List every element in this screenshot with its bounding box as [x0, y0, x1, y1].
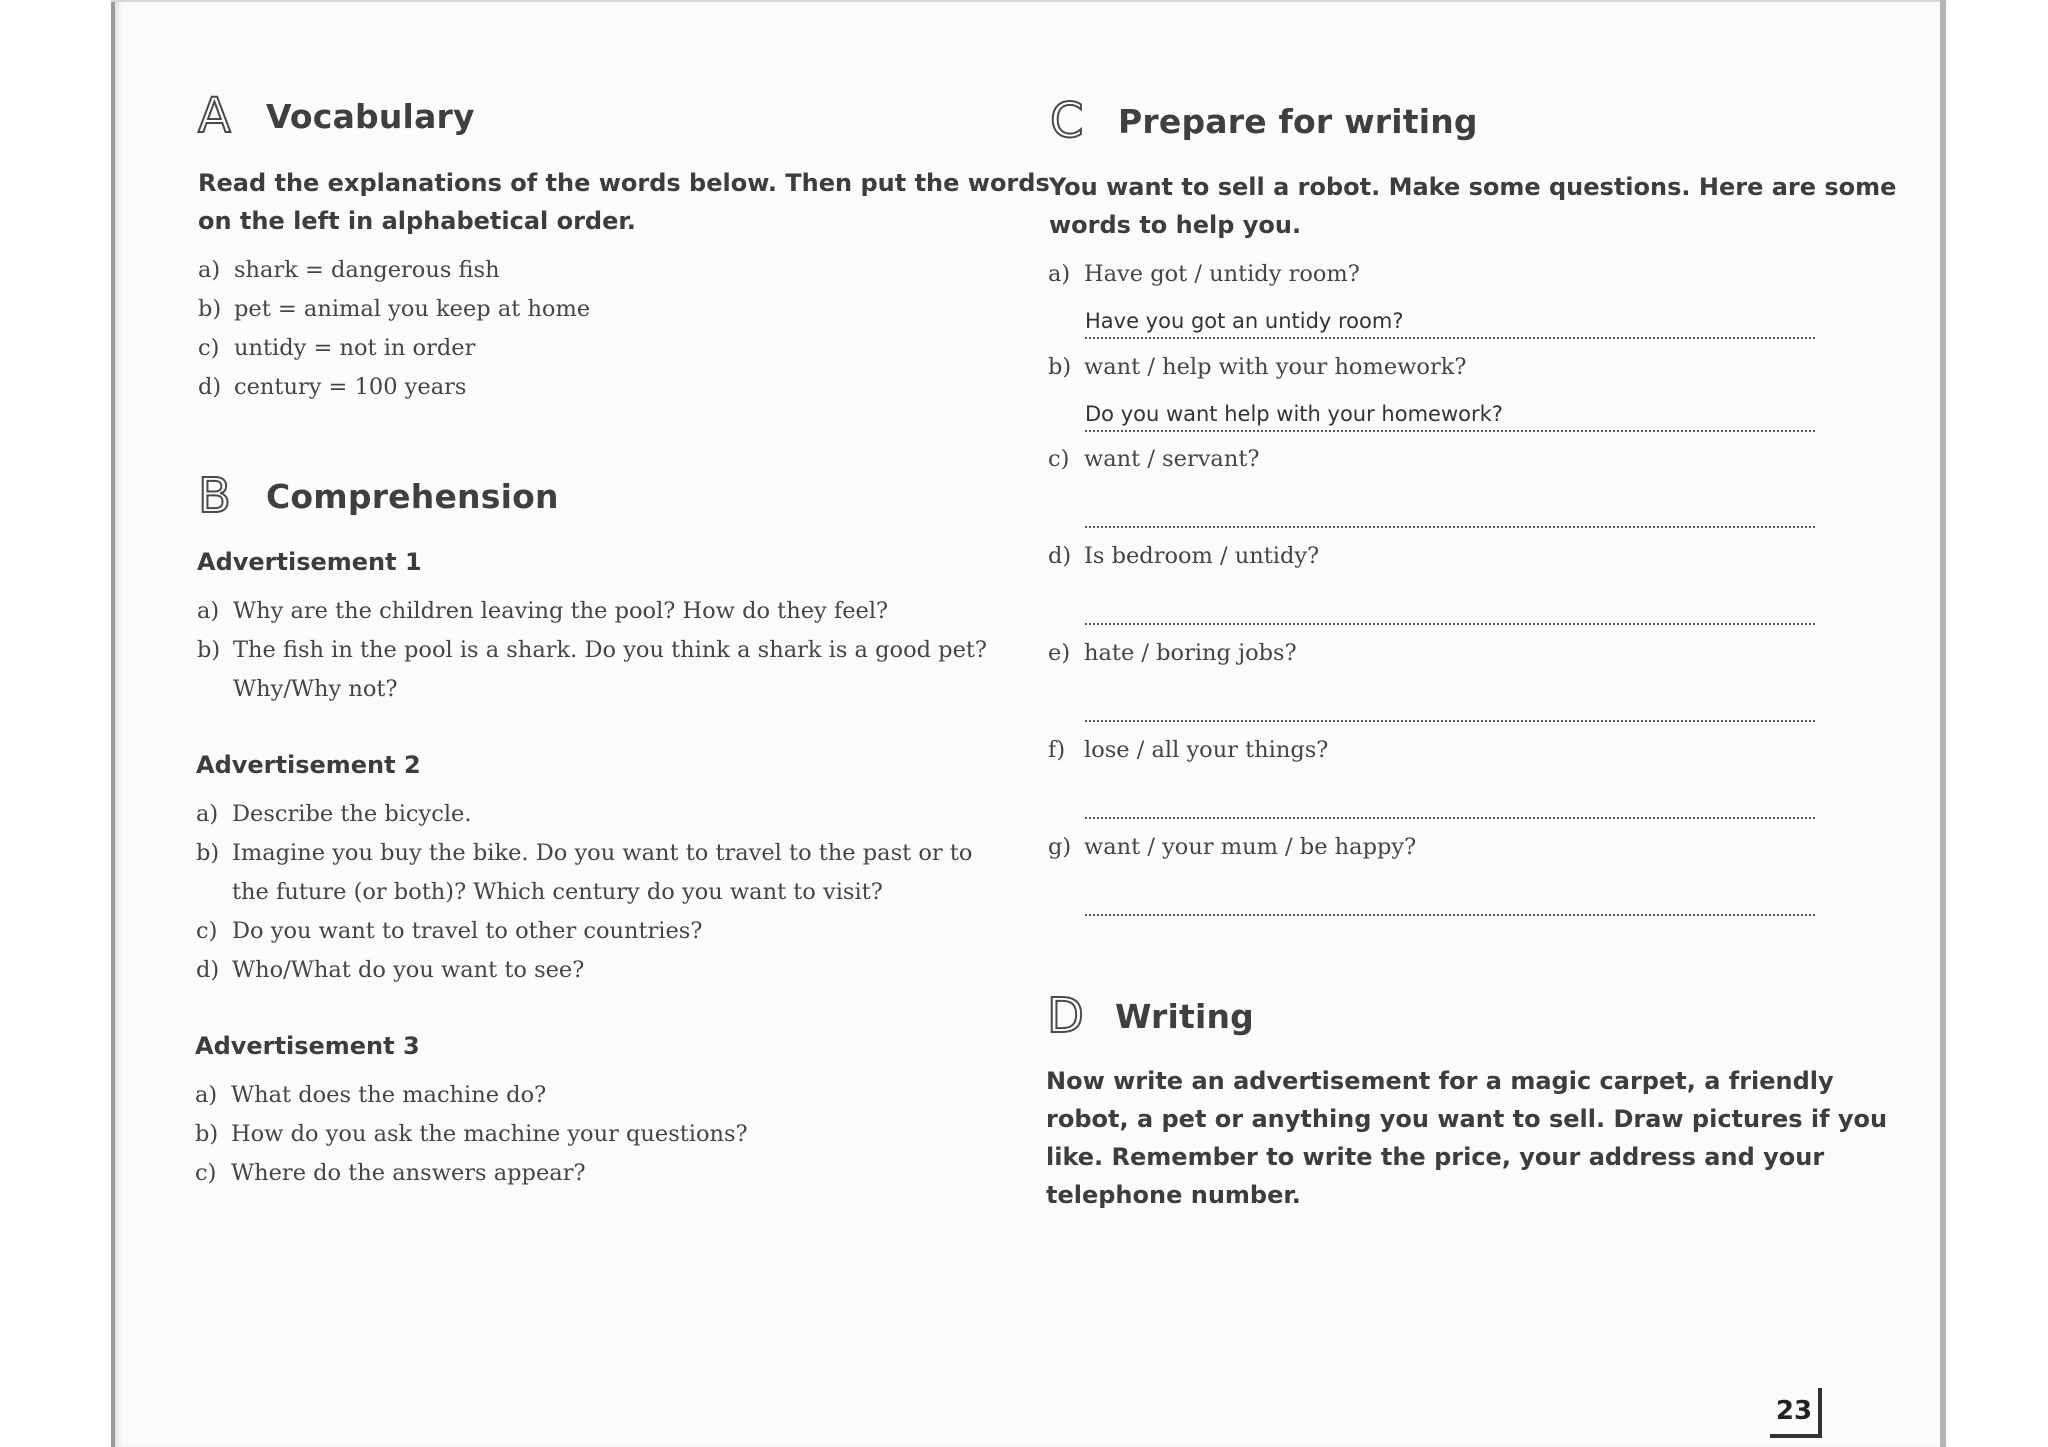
- instruction-line: robot, a pet or anything you want to sell. Draw pictures if you: [1046, 1105, 1888, 1133]
- item-label: d): [1048, 543, 1072, 569]
- section-b-title: Comprehension: [266, 476, 559, 516]
- answer-line[interactable]: [1085, 688, 1815, 722]
- item-text: untidy = not in order: [234, 335, 476, 361]
- item-label: a): [198, 257, 221, 283]
- item-label: c): [1048, 446, 1070, 472]
- instruction-line: words to help you.: [1049, 211, 1302, 239]
- section-c-heading: [1050, 93, 1478, 149]
- item-text: Imagine you buy the bike. Do you want to travel to the past or to: [232, 840, 973, 866]
- item-label: c): [198, 335, 220, 361]
- item-text: Have got / untidy room?: [1084, 261, 1360, 287]
- list-item: [1048, 255, 1360, 294]
- item-text: want / help with your homework?: [1084, 354, 1467, 380]
- answer-line[interactable]: [1085, 785, 1815, 819]
- item-text: want / your mum / be happy?: [1084, 834, 1417, 860]
- list-item: [1048, 634, 1297, 673]
- item-text: How do you ask the machine your questions?: [231, 1121, 748, 1147]
- item-text: lose / all your things?: [1084, 737, 1329, 763]
- section-b-heading: [198, 468, 559, 524]
- item-text: shark = dangerous fish: [234, 257, 500, 283]
- item-text: Describe the bicycle.: [232, 801, 472, 827]
- page-right-edge: [1940, 0, 1946, 1447]
- item-label: d): [198, 374, 222, 400]
- item-label: a): [196, 801, 219, 827]
- list-item: [1048, 348, 1466, 387]
- section-c-letter: C: [1050, 93, 1084, 149]
- section-d-heading: [1047, 988, 1255, 1044]
- item-text: century = 100 years: [234, 374, 467, 400]
- item-label: b): [198, 296, 222, 322]
- advertisement-3-heading: Advertisement 3: [195, 1032, 420, 1060]
- list-item: [1048, 731, 1328, 770]
- instruction-line: telephone number.: [1046, 1181, 1301, 1209]
- item-label: e): [1048, 640, 1071, 666]
- item-label: d): [196, 957, 220, 983]
- item-text: Is bedroom / untidy?: [1084, 543, 1320, 569]
- item-text: Who/What do you want to see?: [232, 957, 585, 983]
- advertisement-2-heading: Advertisement 2: [196, 751, 421, 779]
- item-label: g): [1048, 834, 1072, 860]
- answer-line[interactable]: Have you got an untidy room?: [1085, 305, 1815, 339]
- instruction-line: Read the explanations of the words below. Then put the words: [198, 169, 1050, 197]
- section-a-letter: A: [198, 88, 231, 144]
- section-c-title: Prepare for writing: [1118, 101, 1478, 141]
- item-text: Where do the answers appear?: [231, 1160, 586, 1186]
- section-d-instruction: [1046, 1062, 1887, 1214]
- item-text: What does the machine do?: [231, 1082, 547, 1108]
- item-text-continued: Why/Why not?: [233, 676, 398, 702]
- advertisement-1-heading: Advertisement 1: [197, 548, 422, 576]
- section-a-instruction: [198, 164, 1050, 240]
- item-label: b): [1048, 354, 1072, 380]
- list-item: [196, 795, 472, 834]
- item-text: Do you want to travel to other countries?: [232, 918, 703, 944]
- answer-line[interactable]: Do you want help with your homework?: [1085, 398, 1815, 432]
- item-label: a): [1048, 261, 1071, 287]
- section-b-letter: B: [198, 468, 231, 524]
- item-text-continued: the future (or both)? Which century do you want to visit?: [232, 879, 883, 905]
- list-item: [195, 1154, 586, 1193]
- answer-line[interactable]: [1085, 882, 1815, 916]
- answer-line[interactable]: [1085, 494, 1815, 528]
- item-label: a): [197, 598, 220, 624]
- list-item: [1048, 440, 1259, 479]
- item-text: The fish in the pool is a shark. Do you think a shark is a good pet?: [233, 637, 987, 663]
- list-item: [198, 251, 500, 290]
- item-label: c): [196, 918, 218, 944]
- list-item: [1048, 828, 1416, 867]
- list-item: [198, 368, 466, 407]
- section-d-title: Writing: [1115, 996, 1255, 1036]
- list-item: [196, 951, 584, 990]
- answer-line[interactable]: [1085, 591, 1815, 625]
- item-text: pet = animal you keep at home: [234, 296, 591, 322]
- list-item: [196, 912, 702, 951]
- instruction-line: like. Remember to write the price, your address and your: [1046, 1143, 1825, 1171]
- list-item: [1048, 537, 1319, 576]
- item-text: hate / boring jobs?: [1084, 640, 1297, 666]
- item-label: b): [195, 1121, 219, 1147]
- instruction-line: on the left in alphabetical order.: [198, 207, 636, 235]
- item-text: Why are the children leaving the pool? How do they feel?: [233, 598, 889, 624]
- item-label: c): [195, 1160, 217, 1186]
- page-number: 23: [1770, 1388, 1822, 1438]
- list-item: [195, 1076, 546, 1115]
- list-item: [197, 631, 987, 709]
- list-item: [198, 290, 590, 329]
- item-label: f): [1048, 737, 1066, 763]
- list-item: [198, 329, 475, 368]
- section-d-letter: D: [1047, 988, 1084, 1044]
- item-label: a): [195, 1082, 218, 1108]
- list-item: [195, 1115, 748, 1154]
- section-a-heading: [198, 88, 475, 144]
- instruction-line: You want to sell a robot. Make some questions. Here are some: [1049, 173, 1897, 201]
- instruction-line: Now write an advertisement for a magic carpet, a friendly: [1046, 1067, 1834, 1095]
- item-label: b): [197, 637, 221, 663]
- section-a-title: Vocabulary: [266, 96, 475, 136]
- page-top-edge: [111, 0, 1946, 2]
- item-label: b): [196, 840, 220, 866]
- list-item: [196, 834, 972, 912]
- item-text: want / servant?: [1084, 446, 1260, 472]
- list-item: [197, 592, 888, 631]
- section-c-instruction: [1049, 168, 1896, 244]
